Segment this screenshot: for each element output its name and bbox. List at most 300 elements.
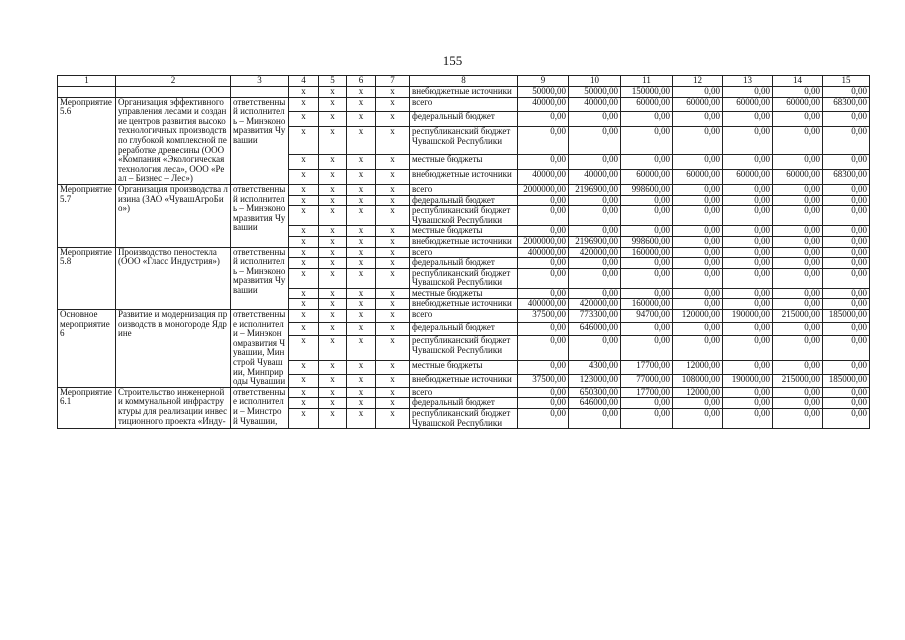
amount-cell: 123000,00 (569, 374, 621, 387)
code-cell: x (347, 323, 376, 336)
event-name: Строительство инженерной и коммунальной инфраструктуры для реализации инвестиционного проекта «Инду- (116, 387, 231, 428)
amount-cell: 60000,00 (773, 170, 823, 185)
amount-cell: 185000,00 (823, 374, 870, 387)
code-cell: x (347, 361, 376, 374)
funding-source: федеральный бюджет (410, 112, 518, 127)
amount-cell: 0,00 (773, 398, 823, 409)
code-cell: x (319, 268, 347, 288)
amount-cell: 0,00 (723, 184, 773, 195)
amount-cell: 0,00 (723, 112, 773, 127)
code-cell: x (376, 288, 410, 299)
code-cell: x (376, 310, 410, 323)
code-cell: x (289, 155, 319, 170)
amount-cell: 0,00 (569, 409, 621, 429)
amount-cell: 0,00 (621, 226, 673, 237)
amount-cell: 0,00 (773, 258, 823, 269)
code-cell: x (376, 170, 410, 185)
amount-cell: 60000,00 (723, 170, 773, 185)
amount-cell: 0,00 (773, 184, 823, 195)
budget-table (57, 75, 870, 429)
code-cell: x (347, 310, 376, 323)
amount-cell: 40000,00 (569, 170, 621, 185)
funding-source: местные бюджеты (410, 361, 518, 374)
funding-source: внебюджетные источники (410, 87, 518, 98)
amount-cell: 12000,00 (673, 361, 723, 374)
amount-cell: 0,00 (621, 127, 673, 155)
funding-source: всего (410, 97, 518, 112)
code-cell: x (376, 184, 410, 195)
code-cell: x (376, 87, 410, 98)
table-row (58, 247, 870, 258)
code-cell: x (376, 361, 410, 374)
code-cell: x (289, 195, 319, 206)
code-cell: x (289, 258, 319, 269)
amount-cell: 0,00 (569, 155, 621, 170)
amount-cell: 160000,00 (621, 299, 673, 310)
amount-cell: 0,00 (823, 299, 870, 310)
amount-cell: 50000,00 (518, 87, 569, 98)
code-cell: x (289, 127, 319, 155)
code-cell: x (289, 184, 319, 195)
funding-source: внебюджетные источники (410, 299, 518, 310)
code-cell: x (289, 112, 319, 127)
code-cell: x (376, 323, 410, 336)
amount-cell: 190000,00 (723, 374, 773, 387)
amount-cell: 0,00 (621, 258, 673, 269)
amount-cell: 0,00 (673, 398, 723, 409)
amount-cell: 0,00 (518, 127, 569, 155)
amount-cell: 0,00 (823, 226, 870, 237)
amount-cell: 0,00 (773, 323, 823, 336)
table-body (58, 76, 870, 429)
code-cell: x (319, 398, 347, 409)
funding-source: федеральный бюджет (410, 258, 518, 269)
code-cell: x (319, 127, 347, 155)
amount-cell: 150000,00 (621, 87, 673, 98)
funding-source: федеральный бюджет (410, 323, 518, 336)
amount-cell: 0,00 (621, 398, 673, 409)
table-row (58, 387, 870, 398)
code-cell: x (289, 97, 319, 112)
code-cell: x (376, 155, 410, 170)
amount-cell: 998600,00 (621, 184, 673, 195)
code-cell: x (319, 236, 347, 247)
code-cell: x (347, 374, 376, 387)
funding-source: местные бюджеты (410, 226, 518, 237)
amount-cell: 0,00 (621, 268, 673, 288)
event-name: Организация эффективного управления лесами и создание центров развития высокотехнологичных производств по глубокой комплексной переработке древесины (ООО «Компания «Экологическая технология леса», ООО «Реал – Бизнес – Лес») (116, 97, 231, 184)
funding-source: внебюджетные источники (410, 170, 518, 185)
table-row (58, 310, 870, 323)
event-id (58, 87, 116, 98)
event-executor: ответственные исполнители – Минэкономразвития Чувашии, Минстрой Чувашии, Минприроды Чувашии (231, 310, 289, 388)
code-cell: x (319, 336, 347, 361)
amount-cell: 0,00 (673, 409, 723, 429)
table-row (58, 97, 870, 112)
amount-cell: 0,00 (773, 206, 823, 226)
code-cell: x (376, 374, 410, 387)
amount-cell: 0,00 (823, 247, 870, 258)
code-cell: x (347, 247, 376, 258)
amount-cell: 0,00 (673, 226, 723, 237)
amount-cell: 0,00 (823, 87, 870, 98)
amount-cell: 0,00 (723, 87, 773, 98)
code-cell: x (289, 361, 319, 374)
table-row (58, 87, 870, 98)
amount-cell: 0,00 (621, 336, 673, 361)
code-cell: x (319, 87, 347, 98)
column-number: 1 (58, 76, 116, 87)
amount-cell: 0,00 (621, 288, 673, 299)
amount-cell: 0,00 (673, 336, 723, 361)
event-name: Развитие и модернизация производств в моногороде Ядрине (116, 310, 231, 388)
event-name: Производство пеностекла (ООО «Гласс Индустрия») (116, 247, 231, 310)
code-cell: x (376, 195, 410, 206)
amount-cell: 0,00 (723, 387, 773, 398)
event-id: Основное мероприятие 6 (58, 310, 116, 388)
code-cell: x (347, 226, 376, 237)
amount-cell: 0,00 (823, 336, 870, 361)
event-id: Мероприятие 5.8 (58, 247, 116, 310)
amount-cell: 0,00 (723, 226, 773, 237)
amount-cell: 190000,00 (723, 310, 773, 323)
code-cell: x (319, 374, 347, 387)
column-number: 4 (289, 76, 319, 87)
amount-cell: 68300,00 (823, 170, 870, 185)
amount-cell: 773300,00 (569, 310, 621, 323)
code-cell: x (289, 268, 319, 288)
code-cell: x (289, 374, 319, 387)
amount-cell: 0,00 (673, 195, 723, 206)
code-cell: x (347, 155, 376, 170)
code-cell: x (347, 195, 376, 206)
amount-cell: 185000,00 (823, 310, 870, 323)
amount-cell: 0,00 (518, 387, 569, 398)
amount-cell: 0,00 (723, 398, 773, 409)
code-cell: x (376, 409, 410, 429)
event-id: Мероприятие 5.7 (58, 184, 116, 247)
code-cell: x (347, 398, 376, 409)
code-cell: x (289, 236, 319, 247)
amount-cell: 0,00 (773, 299, 823, 310)
amount-cell: 0,00 (518, 226, 569, 237)
code-cell: x (347, 409, 376, 429)
code-cell: x (347, 236, 376, 247)
amount-cell: 0,00 (518, 112, 569, 127)
amount-cell: 0,00 (518, 268, 569, 288)
amount-cell: 0,00 (723, 155, 773, 170)
code-cell: x (319, 409, 347, 429)
code-cell: x (289, 299, 319, 310)
amount-cell: 650300,00 (569, 387, 621, 398)
funding-source: всего (410, 387, 518, 398)
code-cell: x (319, 299, 347, 310)
code-cell: x (347, 268, 376, 288)
code-cell: x (376, 127, 410, 155)
amount-cell: 0,00 (569, 336, 621, 361)
code-cell: x (289, 336, 319, 361)
amount-cell: 0,00 (673, 155, 723, 170)
code-cell: x (376, 258, 410, 269)
amount-cell: 0,00 (773, 155, 823, 170)
amount-cell: 0,00 (621, 112, 673, 127)
amount-cell: 0,00 (773, 127, 823, 155)
amount-cell: 0,00 (723, 409, 773, 429)
event-id: Мероприятие 6.1 (58, 387, 116, 428)
amount-cell: 0,00 (773, 236, 823, 247)
amount-cell: 0,00 (773, 87, 823, 98)
amount-cell: 215000,00 (773, 374, 823, 387)
code-cell: x (376, 336, 410, 361)
amount-cell: 0,00 (723, 206, 773, 226)
column-number: 3 (231, 76, 289, 87)
column-number: 7 (376, 76, 410, 87)
column-number: 5 (319, 76, 347, 87)
code-cell: x (376, 236, 410, 247)
amount-cell: 120000,00 (673, 310, 723, 323)
amount-cell: 50000,00 (569, 87, 621, 98)
amount-cell: 0,00 (773, 361, 823, 374)
code-cell: x (376, 387, 410, 398)
code-cell: x (319, 361, 347, 374)
amount-cell: 40000,00 (518, 97, 569, 112)
code-cell: x (376, 97, 410, 112)
amount-cell: 0,00 (518, 361, 569, 374)
amount-cell: 0,00 (823, 155, 870, 170)
funding-source: всего (410, 310, 518, 323)
code-cell: x (289, 310, 319, 323)
funding-source: местные бюджеты (410, 155, 518, 170)
amount-cell: 40000,00 (518, 170, 569, 185)
amount-cell: 0,00 (823, 206, 870, 226)
amount-cell: 0,00 (673, 206, 723, 226)
amount-cell: 998600,00 (621, 236, 673, 247)
code-cell: x (347, 112, 376, 127)
funding-source: всего (410, 184, 518, 195)
amount-cell: 0,00 (518, 323, 569, 336)
amount-cell: 0,00 (823, 236, 870, 247)
amount-cell: 0,00 (723, 299, 773, 310)
amount-cell: 0,00 (569, 258, 621, 269)
amount-cell: 37500,00 (518, 374, 569, 387)
code-cell: x (289, 226, 319, 237)
amount-cell: 2196900,00 (569, 184, 621, 195)
amount-cell: 0,00 (773, 195, 823, 206)
table-row (58, 184, 870, 195)
amount-cell: 0,00 (823, 361, 870, 374)
amount-cell: 0,00 (823, 409, 870, 429)
amount-cell: 0,00 (823, 258, 870, 269)
code-cell: x (347, 127, 376, 155)
amount-cell: 4300,00 (569, 361, 621, 374)
amount-cell: 0,00 (518, 155, 569, 170)
amount-cell: 0,00 (823, 195, 870, 206)
amount-cell: 0,00 (673, 299, 723, 310)
code-cell: x (319, 195, 347, 206)
amount-cell: 0,00 (823, 184, 870, 195)
amount-cell: 2196900,00 (569, 236, 621, 247)
amount-cell: 0,00 (673, 236, 723, 247)
event-executor: ответственный исполнитель – Минэкономразвития Чувашии (231, 97, 289, 184)
amount-cell: 37500,00 (518, 310, 569, 323)
code-cell: x (376, 247, 410, 258)
amount-cell: 0,00 (621, 195, 673, 206)
amount-cell: 0,00 (723, 361, 773, 374)
amount-cell: 60000,00 (621, 97, 673, 112)
amount-cell: 12000,00 (673, 387, 723, 398)
amount-cell: 0,00 (518, 398, 569, 409)
funding-source: федеральный бюджет (410, 398, 518, 409)
amount-cell: 0,00 (723, 247, 773, 258)
amount-cell: 0,00 (823, 127, 870, 155)
code-cell: x (347, 288, 376, 299)
amount-cell: 2000000,00 (518, 184, 569, 195)
code-cell: x (347, 336, 376, 361)
amount-cell: 0,00 (823, 323, 870, 336)
amount-cell: 0,00 (823, 398, 870, 409)
amount-cell: 0,00 (621, 409, 673, 429)
amount-cell: 0,00 (569, 206, 621, 226)
funding-source: местные бюджеты (410, 288, 518, 299)
event-name (116, 87, 231, 98)
amount-cell: 0,00 (723, 258, 773, 269)
event-executor (231, 87, 289, 98)
amount-cell: 2000000,00 (518, 236, 569, 247)
code-cell: x (347, 87, 376, 98)
amount-cell: 77000,00 (621, 374, 673, 387)
column-number: 2 (116, 76, 231, 87)
funding-source: федеральный бюджет (410, 195, 518, 206)
code-cell: x (319, 226, 347, 237)
amount-cell: 0,00 (518, 336, 569, 361)
amount-cell: 400000,00 (518, 299, 569, 310)
amount-cell: 0,00 (723, 127, 773, 155)
page-number: 155 (442, 53, 463, 68)
amount-cell: 17700,00 (621, 387, 673, 398)
code-cell: x (347, 170, 376, 185)
code-cell: x (319, 387, 347, 398)
funding-source: республиканский бюджет Чувашской Республики (410, 206, 518, 226)
funding-source: республиканский бюджет Чувашской Республики (410, 268, 518, 288)
column-number: 9 (518, 76, 569, 87)
funding-source: республиканский бюджет Чувашской Республики (410, 409, 518, 429)
code-cell: x (289, 87, 319, 98)
code-cell: x (289, 387, 319, 398)
amount-cell: 0,00 (621, 323, 673, 336)
amount-cell: 0,00 (569, 288, 621, 299)
funding-source: всего (410, 247, 518, 258)
amount-cell: 0,00 (673, 288, 723, 299)
funding-source: республиканский бюджет Чувашской Республики (410, 127, 518, 155)
amount-cell: 0,00 (823, 288, 870, 299)
amount-cell: 400000,00 (518, 247, 569, 258)
code-cell: x (347, 97, 376, 112)
amount-cell: 60000,00 (723, 97, 773, 112)
code-cell: x (376, 226, 410, 237)
amount-cell: 60000,00 (773, 97, 823, 112)
code-cell: x (376, 112, 410, 127)
amount-cell: 60000,00 (621, 170, 673, 185)
amount-cell: 0,00 (569, 112, 621, 127)
amount-cell: 0,00 (773, 112, 823, 127)
amount-cell: 0,00 (773, 268, 823, 288)
amount-cell: 0,00 (723, 268, 773, 288)
code-cell: x (289, 288, 319, 299)
column-number: 13 (723, 76, 773, 87)
column-number: 10 (569, 76, 621, 87)
code-cell: x (319, 206, 347, 226)
header-row (58, 76, 870, 87)
code-cell: x (376, 299, 410, 310)
code-cell: x (347, 258, 376, 269)
amount-cell: 0,00 (621, 206, 673, 226)
amount-cell: 0,00 (673, 112, 723, 127)
code-cell: x (319, 184, 347, 195)
event-executor: ответственный исполнитель – Минэкономразвития Чувашии (231, 247, 289, 310)
event-executor: ответственный исполнитель – Минэкономразвития Чувашии (231, 184, 289, 247)
amount-cell: 0,00 (569, 226, 621, 237)
event-name: Организация производства лизина (ЗАО «ЧувашАгроБио») (116, 184, 231, 247)
code-cell: x (376, 398, 410, 409)
amount-cell: 215000,00 (773, 310, 823, 323)
funding-source: внебюджетные источники (410, 374, 518, 387)
code-cell: x (289, 398, 319, 409)
code-cell: x (289, 206, 319, 226)
amount-cell: 160000,00 (621, 247, 673, 258)
amount-cell: 0,00 (723, 323, 773, 336)
code-cell: x (347, 206, 376, 226)
amount-cell: 68300,00 (823, 97, 870, 112)
amount-cell: 0,00 (518, 206, 569, 226)
code-cell: x (319, 288, 347, 299)
amount-cell: 0,00 (773, 247, 823, 258)
amount-cell: 0,00 (723, 195, 773, 206)
code-cell: x (319, 112, 347, 127)
amount-cell: 0,00 (569, 268, 621, 288)
amount-cell: 0,00 (723, 336, 773, 361)
amount-cell: 60000,00 (673, 97, 723, 112)
amount-cell: 646000,00 (569, 398, 621, 409)
event-executor: ответственные исполнители – Минстрой Чувашии, (231, 387, 289, 428)
amount-cell: 0,00 (823, 387, 870, 398)
column-number: 6 (347, 76, 376, 87)
amount-cell: 0,00 (773, 387, 823, 398)
amount-cell: 0,00 (673, 268, 723, 288)
amount-cell: 0,00 (621, 155, 673, 170)
code-cell: x (319, 258, 347, 269)
code-cell: x (319, 323, 347, 336)
amount-cell: 0,00 (773, 409, 823, 429)
column-number: 12 (673, 76, 723, 87)
code-cell: x (289, 323, 319, 336)
event-id: Мероприятие 5.6 (58, 97, 116, 184)
column-number: 8 (410, 76, 518, 87)
amount-cell: 0,00 (518, 195, 569, 206)
amount-cell: 0,00 (518, 258, 569, 269)
column-number: 14 (773, 76, 823, 87)
amount-cell: 0,00 (569, 127, 621, 155)
funding-source: внебюджетные источники (410, 236, 518, 247)
amount-cell: 0,00 (723, 288, 773, 299)
amount-cell: 420000,00 (569, 299, 621, 310)
column-number: 15 (823, 76, 870, 87)
code-cell: x (289, 247, 319, 258)
funding-source: республиканский бюджет Чувашской Республики (410, 336, 518, 361)
amount-cell: 108000,00 (673, 374, 723, 387)
amount-cell: 94700,00 (621, 310, 673, 323)
code-cell: x (376, 268, 410, 288)
code-cell: x (319, 247, 347, 258)
